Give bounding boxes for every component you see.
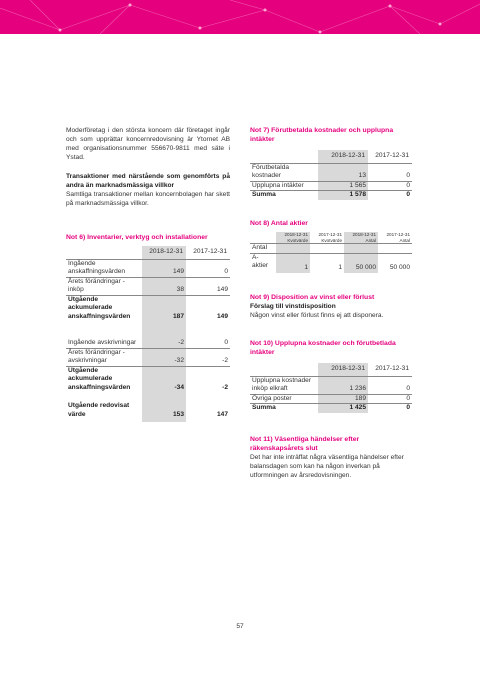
col-header-2017: 2017-12-31 [186,246,230,259]
cell-value: 13 [318,163,368,181]
col-header: 2017-12-31 Antal [378,232,412,244]
table-row [250,394,412,404]
table-row [66,277,230,295]
cell-value: 50 000 [389,264,410,271]
note6-table [66,246,230,422]
note7-title: Not 7) Förutbetalda kostnader och upplupna intäkter [250,127,394,143]
spacer-row [66,392,230,402]
col-header-2018: 2018-12-31 [142,246,186,259]
col-header-2018: 2018-12-31 [318,363,368,376]
related-party-section [66,172,230,208]
table-row [66,295,230,321]
row-label: Årets förändringar - inköp [66,277,142,295]
note11-text: Det har inte inträffat några väsentliga händelser efter balansdagen som kan ha någon inverkan på utformningen av årsredovisningen. [250,454,404,479]
cell-value: 0 [406,404,410,411]
note11-title: Not 11) Väsentliga händelser efter räkenskapsårets slut [250,436,360,452]
row-label: Utgående ackumulerade anskaffningsvärden [68,295,131,320]
cell-value: 189 [318,394,368,404]
row-label: Summa [252,191,276,198]
table-row [250,191,412,200]
row-label: Ingående anskaffningsvärden [66,259,142,277]
row-label: Utgående ackumulerade anskaffningsvärden [68,366,131,391]
table-row [66,339,230,348]
row-label: Summa [252,404,276,411]
cell-value: 149 [216,312,228,320]
note10-table [250,363,412,413]
cell-value: -34 [142,366,186,392]
table-row [66,259,230,277]
cell-value: -2 [222,383,228,391]
cell-value: 1 425 [318,404,368,413]
note7-table [250,150,412,200]
table-header [250,150,412,163]
table-row [66,366,230,392]
cell-value: 1 565 [318,181,368,191]
row-label: Utgående redovisat värde [68,402,130,418]
table-row [250,404,412,413]
col-header-2017: 2017-12-31 [368,150,412,163]
row-label: Antal [250,244,276,254]
cell-value: -2 [142,339,186,348]
cell-value: 1 578 [318,191,368,200]
cell-value: 38 [142,277,186,295]
table-row [250,376,412,394]
cell-value: 187 [142,295,186,321]
cell-value: 50 000 [344,253,378,273]
note8-table [250,232,412,273]
table-row [250,253,412,273]
table-header [250,363,412,376]
table-row [250,163,412,181]
note10-title: Not 10) Upplupna kostnader och förutbetlada intäkter [250,340,396,356]
cell-value: 0 [186,259,230,277]
cell-value: -32 [142,348,186,366]
cell-value: 149 [142,259,186,277]
table-row [250,244,412,254]
row-label: Ingående avskrivningar [66,339,142,348]
cell-value: 149 [186,277,230,295]
col-header-2017: 2017-12-31 [368,363,412,376]
col-header: 2018-12-31 Kvotvärde [276,232,310,244]
cell-value: 153 [142,402,186,422]
intro-text [66,126,230,218]
cell-value: 0 [186,339,230,348]
cell-value: 0 [406,191,410,198]
col-header: 2017-12-31 Kvotvärde [310,232,344,244]
spacer-row [66,321,230,339]
cell-value: 1 236 [318,376,368,394]
table-row [250,181,412,191]
row-label: Upplupna intäkter [250,181,318,191]
cell-value: 147 [216,410,228,418]
page-number: 57 [236,623,244,630]
cell-value: 1 [338,264,342,271]
cell-value: 1 [276,253,310,273]
col-header-2018: 2018-12-31 [318,150,368,163]
cell-value: 0 [368,181,412,191]
parent-company-paragraph: Moderföretag i den största koncern där företaget ingår och som upprättar koncernredovisning är Ytornet AB med organisationsnummer 556670-9811 med säte i Ystad. [66,127,230,161]
cell-value: 0 [368,376,412,394]
note9-body [250,302,420,320]
row-label: Övriga poster [250,394,318,404]
row-label: Årets förändringar - avskrivningar [66,348,142,366]
cell-value: 0 [368,394,412,404]
related-party-heading: Transaktioner med närstående som genomförts på andra än marknadsmässiga villkor [66,173,230,189]
header-banner [0,0,480,34]
note9-subheading: Förslag till vinstdisposition [250,303,336,310]
table-header [250,232,412,244]
note9-title: Not 9) Disposition av vinst eller förlust [250,294,375,301]
col-header: 2018-12-31 Antal [344,232,378,244]
note8-title: Not 8) Antal aktier [250,220,308,227]
table-header [66,246,230,259]
related-party-text: Samtliga transaktioner mellan koncernbolagen har skett på marknadsmässiga villkor. [66,191,230,207]
table-row [66,348,230,366]
cell-value: 0 [368,163,412,181]
note6-title: Not 6) Inventarier, verktyg och installationer [66,234,208,241]
cell-value: -2 [186,348,230,366]
row-label: Förutbetalda kostnader [250,163,318,181]
network-pattern-graphic [0,0,480,34]
note9-text: Någon vinst eller förlust finns ej att disponera. [250,312,384,319]
table-row [66,402,230,422]
row-label: Upplupna kostnader inköp elkraft [250,376,318,394]
row-label: A-aktier [252,253,269,269]
